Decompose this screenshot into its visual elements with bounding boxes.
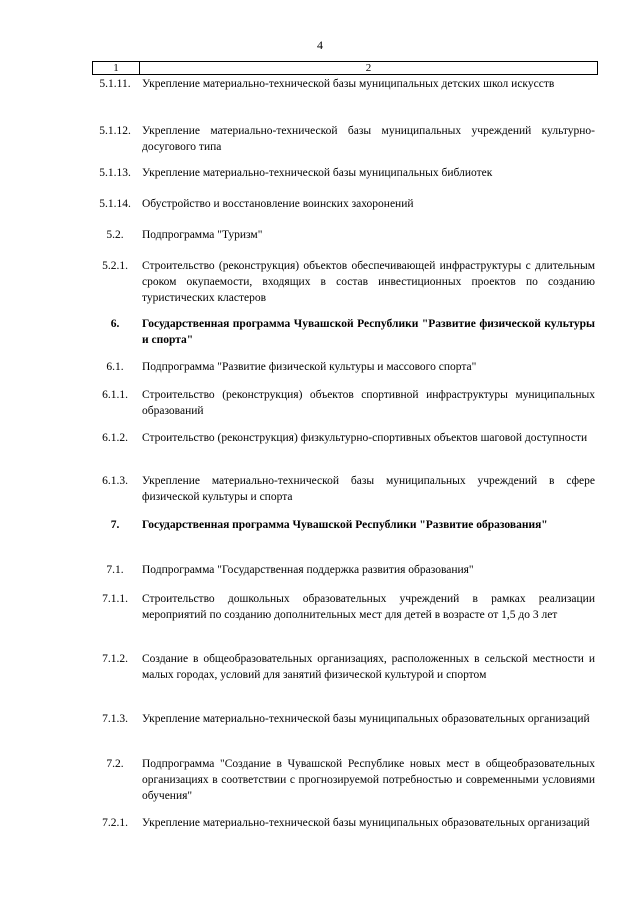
table-row bbox=[92, 387, 598, 417]
row-number: 7.1.2. bbox=[102, 653, 128, 665]
table-row bbox=[92, 123, 598, 153]
row-text: Укрепление материально-технической базы муниципальных учреждений в сфере физической культуры и спорта bbox=[142, 475, 595, 503]
table-row-program bbox=[92, 517, 598, 533]
table-row bbox=[92, 815, 598, 831]
table-row bbox=[92, 473, 598, 503]
table-row bbox=[92, 591, 598, 621]
row-text: Обустройство и восстановление воинских захоронений bbox=[142, 198, 414, 210]
row-text: Укрепление материально-технической базы муниципальных учреждений культурно-досугового типа bbox=[142, 125, 595, 153]
row-number: 5.1.13. bbox=[99, 167, 131, 179]
row-text: Строительство (реконструкция) физкультурно-спортивных объектов шаговой доступности bbox=[142, 432, 588, 444]
table-row-program bbox=[92, 316, 598, 346]
table-row bbox=[92, 430, 598, 446]
table-row bbox=[92, 196, 598, 212]
row-text: Подпрограмма "Развитие физической культуры и массового спорта" bbox=[142, 361, 477, 373]
row-number: 5.1.11. bbox=[99, 78, 131, 90]
row-number: 7.2. bbox=[106, 758, 124, 770]
row-number: 6.1.3. bbox=[102, 475, 128, 487]
table-row bbox=[92, 651, 598, 681]
table-header bbox=[92, 61, 598, 75]
row-number: 5.1.12. bbox=[99, 125, 131, 137]
row-text: Создание в общеобразовательных организациях, расположенных в сельской местности и малых городах, условий для занятий физической культурой и спортом bbox=[142, 653, 595, 681]
row-number: 6.1.2. bbox=[102, 432, 128, 444]
row-number: 7.1.3. bbox=[102, 713, 128, 725]
header-col-1: 1 bbox=[93, 62, 140, 74]
row-text: Строительство дошкольных образовательных учреждений в рамках реализации мероприятий по созданию дополнительных мест для детей в возрасте от 1,5 до 3 лет bbox=[142, 593, 595, 621]
row-text: Подпрограмма "Создание в Чувашской Республике новых мест в общеобразовательных организациях в соответствии с прогнозируемой потребностью и современными условиями обучения" bbox=[142, 758, 595, 802]
row-number: 7.1.1. bbox=[102, 593, 128, 605]
table-row bbox=[92, 756, 598, 802]
row-text: Подпрограмма "Туризм" bbox=[142, 229, 263, 241]
row-number: 6. bbox=[110, 318, 120, 330]
row-number: 6.1. bbox=[106, 361, 124, 373]
row-text: Укрепление материально-технической базы муниципальных библиотек bbox=[142, 167, 493, 179]
row-text: Строительство (реконструкция) объектов спортивной инфраструктуры муниципальных образований bbox=[142, 389, 595, 417]
table-row bbox=[92, 562, 598, 578]
row-text: Укрепление материально-технической базы муниципальных образовательных организаций bbox=[142, 713, 590, 725]
table-row bbox=[92, 359, 598, 375]
row-text: Укрепление материально-технической базы муниципальных образовательных организаций bbox=[142, 817, 590, 829]
table-row bbox=[92, 227, 598, 243]
row-number: 7.1. bbox=[106, 564, 124, 576]
row-number: 5.2.1. bbox=[102, 260, 128, 272]
row-text: Укрепление материально-технической базы муниципальных детских школ искусств bbox=[142, 78, 555, 90]
header-col-2: 2 bbox=[365, 62, 372, 74]
row-text: Строительство (реконструкция) объектов обеспечивающей инфраструктуры с длительным сроком окупаемости, входящих в состав инвестиционных проектов по созданию туристических кластеров bbox=[142, 260, 595, 304]
row-number: 5.2. bbox=[106, 229, 124, 241]
table-row bbox=[92, 258, 598, 304]
table-row bbox=[92, 711, 598, 727]
row-text: Государственная программа Чувашской Республики "Развитие образования" bbox=[142, 519, 548, 531]
row-number: 5.1.14. bbox=[99, 198, 131, 210]
table-row bbox=[92, 165, 598, 181]
page-number: 4 bbox=[317, 38, 323, 52]
row-text: Подпрограмма "Государственная поддержка развития образования" bbox=[142, 564, 474, 576]
table-row bbox=[92, 76, 598, 92]
row-text: Государственная программа Чувашской Республики "Развитие физической культуры и спорта" bbox=[142, 318, 595, 346]
row-number: 6.1.1. bbox=[102, 389, 128, 401]
row-number: 7.2.1. bbox=[102, 817, 128, 829]
row-number: 7. bbox=[110, 519, 120, 531]
